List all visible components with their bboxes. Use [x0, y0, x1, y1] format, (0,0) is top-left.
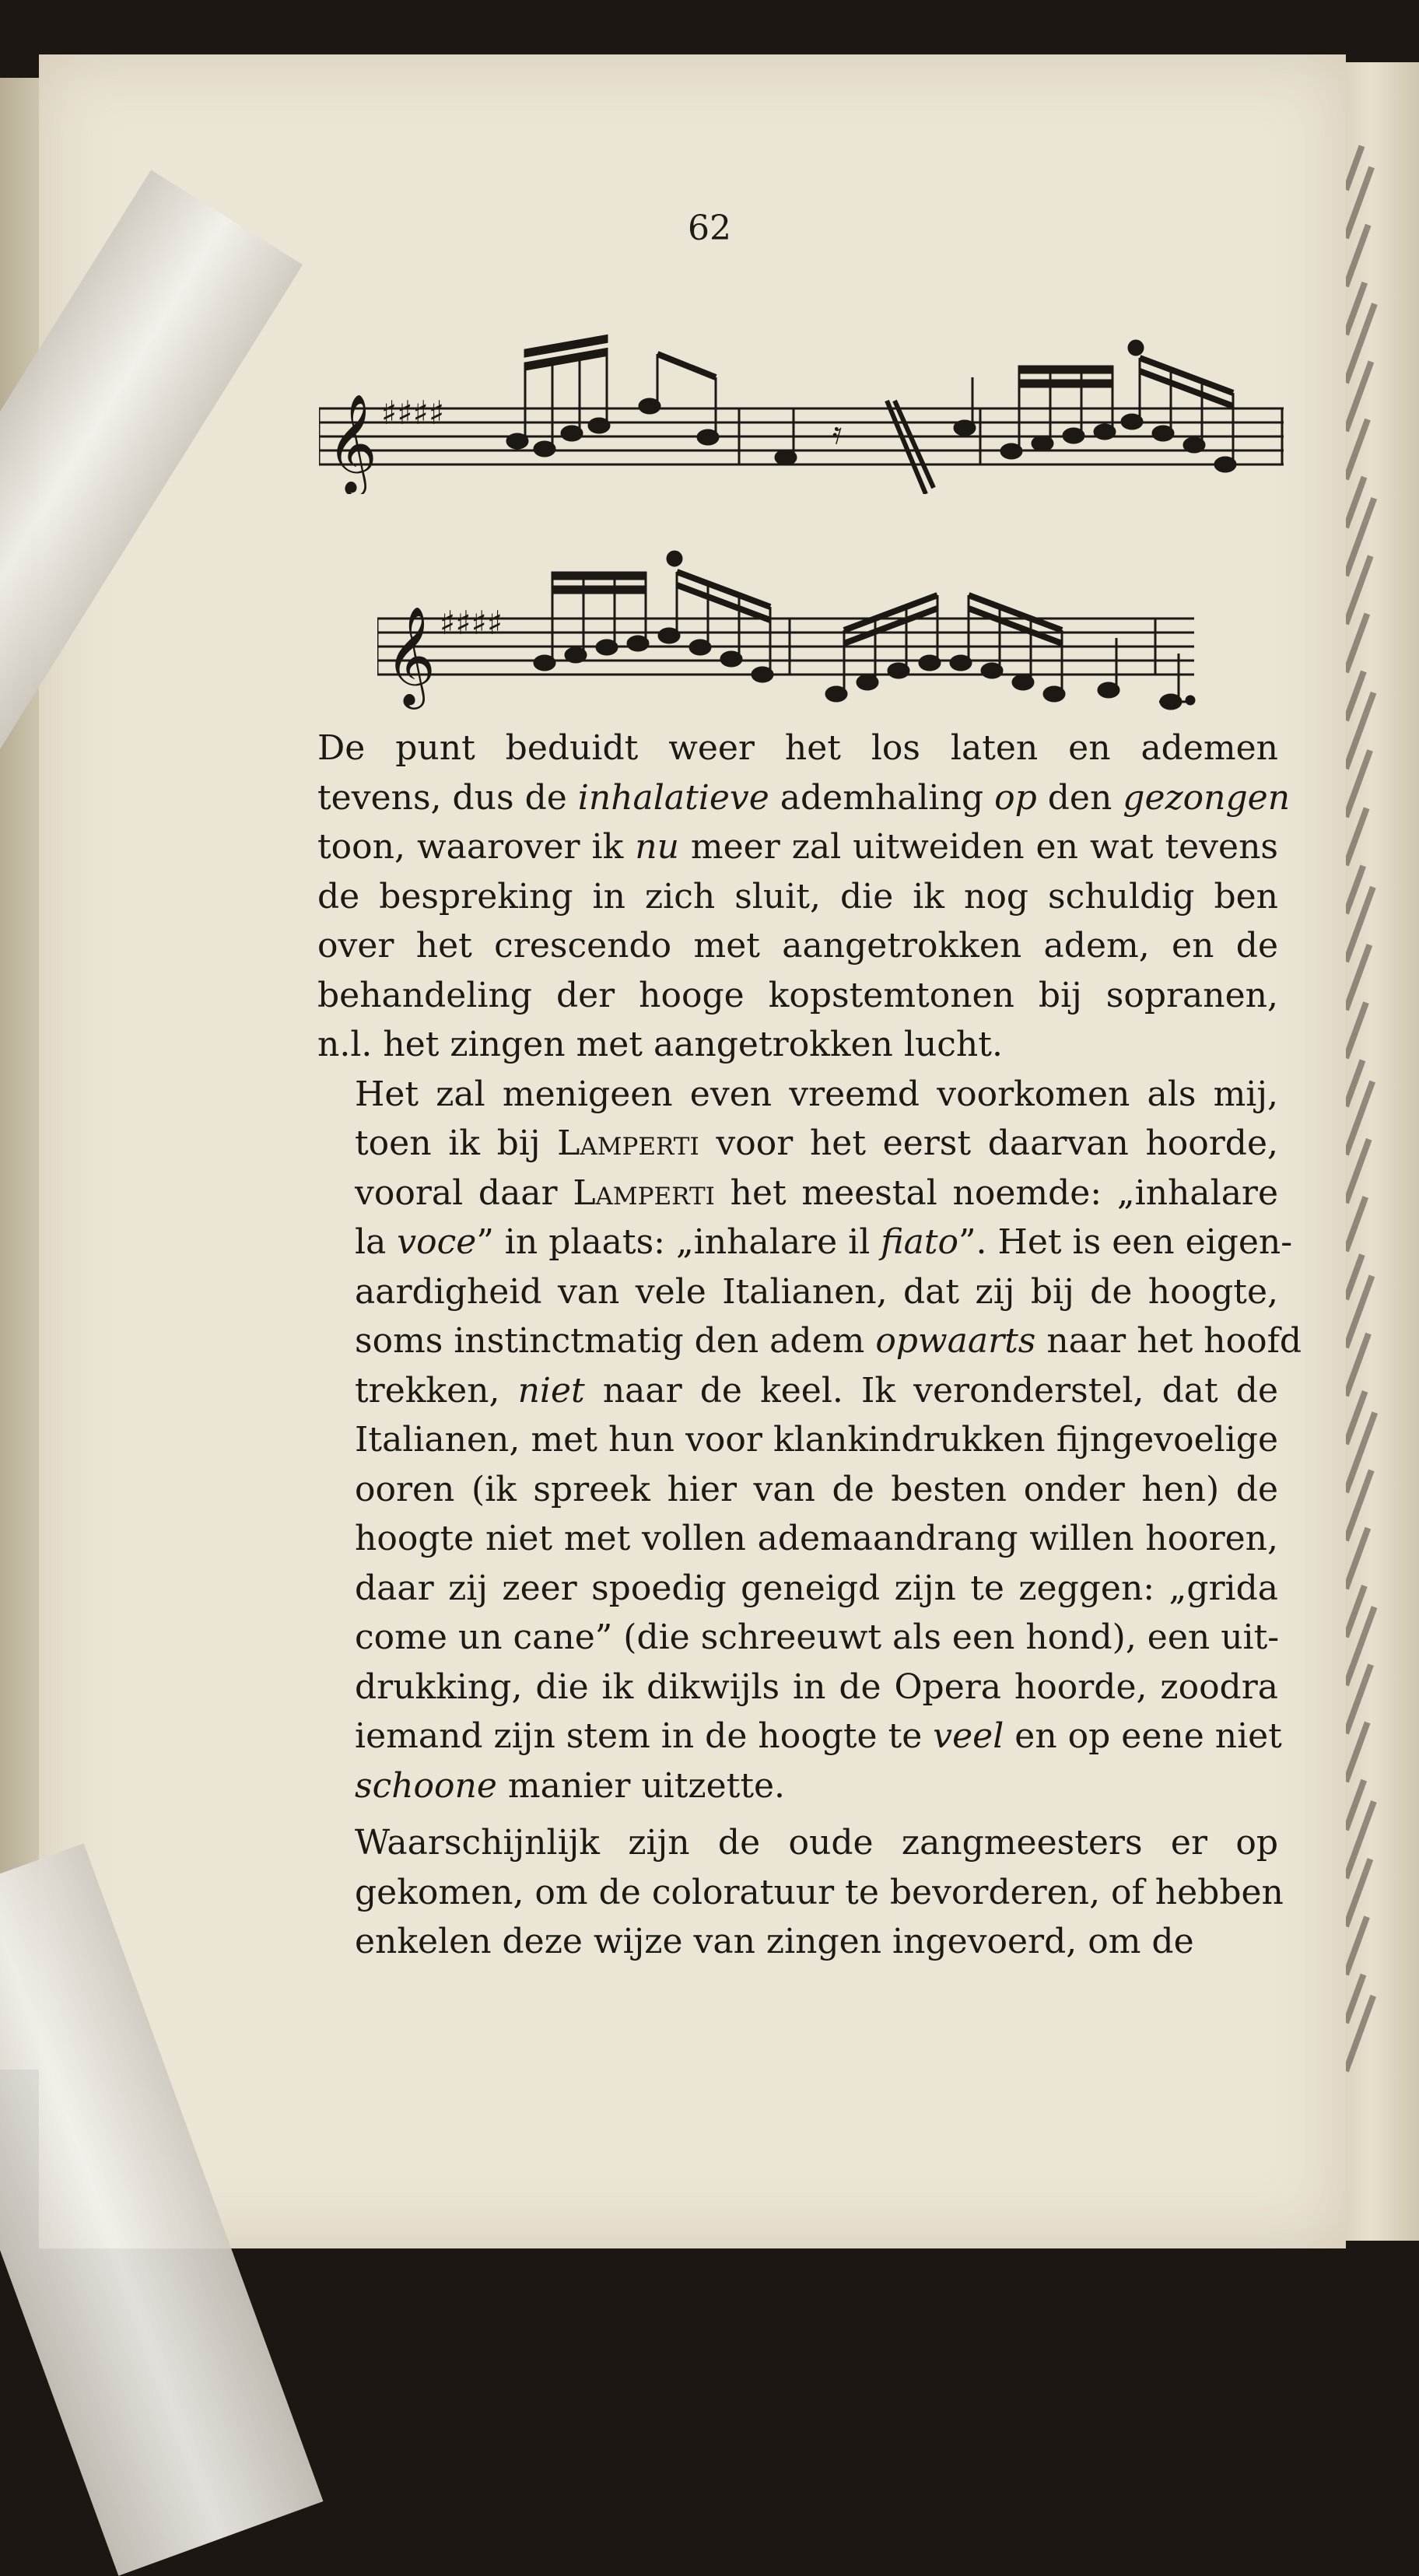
italic-text: schoone — [355, 1765, 497, 1806]
text-segment: de bespreking in zich sluit, die ik nog schuldig ben — [317, 876, 1278, 916]
text-segment: manier uitzette. — [496, 1765, 786, 1806]
text-segment: toon, waarover ik — [317, 827, 636, 867]
text-line — [317, 1917, 1278, 1967]
text-segment: vooral daar — [355, 1172, 573, 1213]
neighbor-page-text-stroke — [1343, 1196, 1368, 1252]
text-line — [317, 1761, 1278, 1811]
italic-text: voce — [397, 1222, 477, 1262]
text-segment: den — [1036, 777, 1123, 818]
text-segment: Italianen, met hun voor klankindrukken fijngevoelige — [355, 1420, 1278, 1460]
svg-text:𝄞: 𝄞 — [327, 393, 378, 492]
italic-text: gezongen — [1123, 777, 1291, 818]
music-notation-example-2 — [377, 545, 1280, 731]
text-segment: behandeling der hooge kopstemtonen bij sopranen, — [317, 975, 1278, 1015]
text-segment: het meestal noemde: „inhalare — [714, 1172, 1278, 1213]
small-caps-name: Lamperti — [573, 1172, 715, 1213]
text-line — [317, 921, 1278, 971]
page-number: 62 — [688, 209, 731, 248]
text-line — [317, 1465, 1278, 1515]
text-segment: tevens, dus de — [317, 777, 578, 818]
neighbor-page-text-stroke — [1343, 1606, 1377, 1686]
text-segment: en op eene niet — [1004, 1716, 1282, 1756]
text-line — [317, 1818, 1278, 1868]
text-segment: De punt beduidt weer het los laten en ademen — [317, 728, 1278, 768]
text-line — [317, 1663, 1278, 1712]
text-segment: daar zij zeer spoedig geneigd zijn te zeggen: „grida — [355, 1568, 1278, 1608]
text-segment: voor het eerst daarvan hoorde, — [699, 1123, 1279, 1163]
text-line — [317, 1119, 1278, 1169]
text-line — [317, 1613, 1278, 1663]
text-segment: toen ik bij — [355, 1123, 558, 1163]
italic-text: opwaarts — [875, 1321, 1036, 1361]
text-segment: come un cane” (die schreeuwt als een hond), een uit- — [355, 1617, 1280, 1657]
music-notation-example-1 — [319, 307, 1284, 494]
neighbor-page-text-stroke — [1343, 497, 1377, 577]
text-segment: naar het hoofd — [1035, 1321, 1302, 1361]
text-line — [317, 1868, 1284, 1918]
text-segment: over het crescendo met aangetrokken adem, en de — [317, 926, 1278, 966]
text-line — [317, 773, 1291, 823]
text-segment: enkelen deze wijze van zingen ingevoerd, om de — [355, 1922, 1194, 1961]
text-segment: ” in plaats: „inhalare il — [476, 1222, 881, 1262]
italic-text: niet — [517, 1370, 585, 1411]
italic-text: inhalatieve — [577, 777, 769, 818]
text-line — [317, 1712, 1282, 1761]
italic-text: fiato — [881, 1222, 959, 1262]
italic-text: veel — [933, 1716, 1004, 1756]
text-line — [317, 1366, 1278, 1416]
text-line — [317, 1316, 1302, 1366]
text-segment: iemand zijn stem in de hoogte te — [355, 1716, 934, 1756]
paragraph-2 — [317, 1070, 1302, 1811]
text-segment: Waarschijnlijk zijn de oude zangmeesters er op — [355, 1823, 1278, 1863]
text-segment: naar de keel. Ik veronderstel, dat de — [584, 1370, 1278, 1411]
text-line — [317, 822, 1278, 872]
text-segment: aardigheid van vele Italianen, dat zij bij de hoogte, — [355, 1271, 1278, 1312]
italic-text: op — [994, 777, 1037, 818]
body-text — [317, 724, 1302, 1967]
bookmark-ribbon-bottom — [0, 1843, 323, 2575]
text-line — [317, 724, 1278, 773]
text-segment: ”. Het is een eigen- — [958, 1222, 1293, 1262]
text-line — [317, 1415, 1278, 1465]
svg-text:𝄞: 𝄞 — [385, 605, 436, 705]
text-segment: meer zal uitweiden en wat tevens — [678, 827, 1278, 867]
text-line — [317, 1070, 1278, 1120]
small-caps-name: Lamperti — [557, 1123, 699, 1163]
neighbor-page-text-stroke — [1343, 303, 1377, 384]
neighbor-page-text-stroke — [1343, 1411, 1378, 1493]
svg-text:𝄿: 𝄿 — [832, 415, 843, 451]
text-segment: Het zal menigeen even vreemd voorkomen als mij, — [355, 1074, 1278, 1114]
text-segment: ademhaling — [769, 777, 995, 818]
text-segment: la — [355, 1222, 398, 1262]
bookmark-ribbon-top — [0, 170, 303, 779]
paragraph-3 — [317, 1818, 1284, 1967]
text-line — [317, 1514, 1278, 1564]
italic-text: nu — [635, 827, 679, 867]
right-page-edge — [1338, 62, 1419, 2241]
svg-text:♯♯♯♯: ♯♯♯♯ — [381, 394, 445, 432]
text-segment: drukking, die ik dikwijls in de Opera hoorde, zoodra — [355, 1667, 1278, 1707]
text-line — [317, 1564, 1278, 1614]
text-line — [317, 971, 1278, 1021]
svg-text:♯♯♯♯: ♯♯♯♯ — [440, 604, 503, 642]
paragraph-1 — [317, 724, 1291, 1070]
text-segment: gekomen, om de coloratuur te bevorderen, of hebben — [355, 1872, 1284, 1912]
text-segment: soms instinctmatig den adem — [355, 1321, 876, 1361]
text-line — [317, 1267, 1278, 1317]
text-line — [317, 1020, 1278, 1070]
text-line — [317, 872, 1278, 922]
text-line — [317, 1169, 1278, 1218]
text-line — [317, 1218, 1293, 1267]
text-segment: ooren (ik spreek hier van de besten onder hen) de — [355, 1469, 1278, 1509]
text-segment: n.l. het zingen met aangetrokken lucht. — [317, 1025, 1003, 1064]
text-segment: trekken, — [355, 1370, 518, 1411]
text-segment: hoogte niet met vollen ademaandrang willen hooren, — [355, 1519, 1278, 1558]
